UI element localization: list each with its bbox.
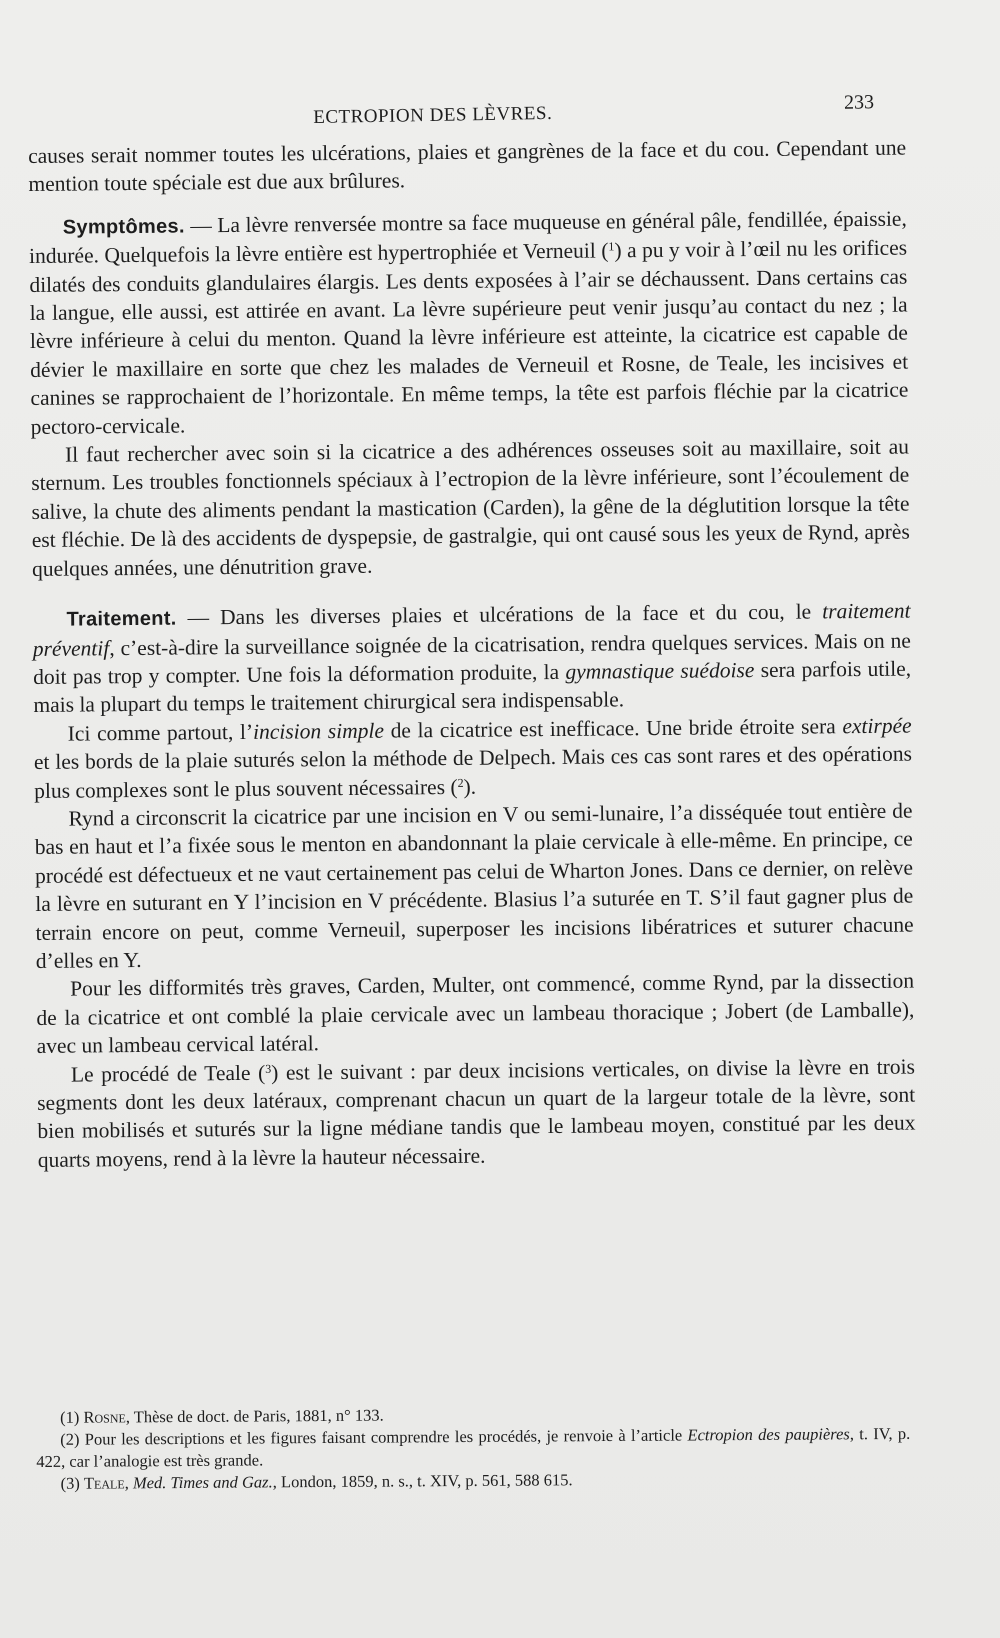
footnote-1-mark: (1) [60, 1407, 80, 1427]
footnote-2-text-b: , t. IV, p. 422, car l’analogie est très grande. [36, 1423, 911, 1471]
footnote-3-journal: Med. Times and Gaz. [132, 1472, 273, 1493]
running-title: ECTROPION DES LÈVRES. [313, 102, 553, 129]
footnote-2-text-a: Pour les descriptions et les figures faisant comprendre les procédés, je renvoie à l’article [79, 1425, 688, 1449]
footnote-3-author: Teale [83, 1473, 125, 1493]
traitement-italic-preventif: traitement préventif [32, 598, 911, 661]
incision-italic-simple: incision simple [252, 718, 385, 744]
paragraph-rynd: Rynd a circonscrit la cicatrice par une incision en V ou semi-lunaire, l’a disséquée tout entière de bas en haut et l’a fixée sous le menton en abandonnant la plaie cervicale à elle-même. En principe, ce procédé est défectueux et ne vaut certainement pas celui de Wharton Jones. Dans ce dernier, on relève la lèvre en suturant en Y l’incision en V précédente. Blasius l’a suturée en T. S’il faut gagner plus de terrain encore on peut, comme Verneuil, superposer les incisions libératrices et suturer chacune d’elles en Y. [34, 798, 914, 973]
page-header [28, 91, 874, 140]
footnote-1-text: , Thèse de doct. de Paris, 1881, n° 133. [125, 1405, 384, 1427]
footnote-2-mark: (2) [60, 1429, 80, 1449]
paragraph-causes: causes serait nommer toutes les ulcérations, plaies et gangrènes de la face et du cou. Cependant une mention toute spéciale est due aux brûlures. [28, 135, 907, 197]
incision-text-d: ). [463, 774, 477, 799]
footnote-3 [36, 1467, 910, 1495]
teale-text-a: Le procédé de Teale ( [70, 1060, 266, 1087]
traitement-text-b: , c’est-à-dire la surveillance soignée de la cicatrisation, rendra quelques services. Mais on ne doit pas trop y compter. Une fois la déformation produite, la [33, 628, 911, 689]
traitement-text-a: — Dans les diverses plaies et ulcérations de la face et du cou, le [176, 599, 823, 630]
symptomes-text-a: — La lèvre renversée montre sa face muqueuse en général pâle, fendillée, épaissie, indurée. Quelquefois la lèvre entière est hypertrophiée et Verneuil ( [28, 206, 907, 269]
footnote-2 [36, 1423, 910, 1473]
main-text [28, 134, 916, 1175]
footnote-2-italic: Ectropion des paupières [687, 1424, 850, 1445]
paragraph-adherences: Il faut rechercher avec soin si la cicatrice a des adhérences osseuses soit au maxillaire, soit au sternum. Les troubles fonctionnels spéciaux à l’ectropion de la lèvre inférieure, sont l’écoulement de salive, la chute des aliments pendant la mastication (Carden), la gêne de la déglutition lorsque la tête est fléchie. De là des accidents de dyspepsie, de gastralgie, qui ont causé sous les yeux de Rynd, après quelques années, une dénutrition grave. [31, 434, 910, 581]
footnote-1-author: Rosne [83, 1407, 126, 1427]
section-title-symptomes: Symptômes. [62, 215, 185, 239]
incision-text-b: de la cicatrice est inefficace. Une bride étroite sera [383, 713, 843, 743]
footnote-ref-1: 1 [608, 239, 615, 254]
incision-italic-extirpee: extirpée [842, 713, 912, 738]
section-title-traitement: Traitement. [66, 607, 177, 631]
page-number: 233 [843, 91, 875, 114]
footnotes [36, 1401, 911, 1495]
teale-text-b: ) est le suivant : par deux incisions verticales, on divise la lèvre en trois segments dont les deux latéraux, comprenant chacun un quart de la largeur totale de la lèvre, sont bien mobilisés et suturés sur la ligne médiane tandis que le lambeau moyen, constitué par les deux quarts moyens, rend à la lèvre la hauteur nécessaire. [37, 1054, 916, 1172]
paragraph-difformites: Pour les difformités très graves, Carden, Multer, ont commencé, comme Rynd, par la dissection de la cicatrice et ont comblé la plaie cervicale avec un lambeau thoracique ; Jobert (de Lamballe), avec un lambeau cervical latéral. [36, 968, 915, 1059]
footnote-ref-2: 2 [457, 775, 464, 790]
paragraph-traitement [32, 597, 911, 720]
footnote-3-sep: , [124, 1473, 133, 1493]
incision-text-c: et les bords de la plaie suturés selon la méthode de Delpech. Mais ces cas sont rares et des opérations plus complexes sont le plus souvent nécessaires ( [33, 741, 913, 803]
paragraph-teale [37, 1052, 916, 1174]
traitement-text-c: sera parfois utile, mais la plupart du temps le traitement chirurgical sera indispensable. [33, 656, 912, 718]
incision-text-a: Ici comme partout, l’ [67, 719, 254, 746]
footnote-3-text: , London, 1859, n. s., t. XIV, p. 561, 588 615. [272, 1470, 573, 1492]
traitement-italic-gymnastique: gymnastique suédoise [565, 657, 755, 684]
paragraph-incision [34, 711, 913, 805]
footnote-3-mark: (3) [60, 1473, 80, 1493]
symptomes-text-b: ) a pu y voir à l’œil nu les orifices dilatés des conduits glandulaires élargis. Les dents exposées à l’air se déchaussent. Dans certains cas la langue, elle aussi, est attirée en avant. La lèvre supérieure peut venir jusqu’au contact du nez ; la lèvre inférieure à celui du menton. Quand la lèvre inférieure est atteinte, la cicatrice est capable de dévier le maxillaire en sorte que chez les malades de Verneuil et Rosne, de Teale, les incisives et canines se rapprochaient de l’horizontale. En même temps, la tête est parfois fléchie par la cicatrice pectoro-cervicale. [29, 235, 909, 439]
paragraph-symptomes [29, 204, 909, 441]
footnote-ref-3: 3 [265, 1061, 272, 1076]
